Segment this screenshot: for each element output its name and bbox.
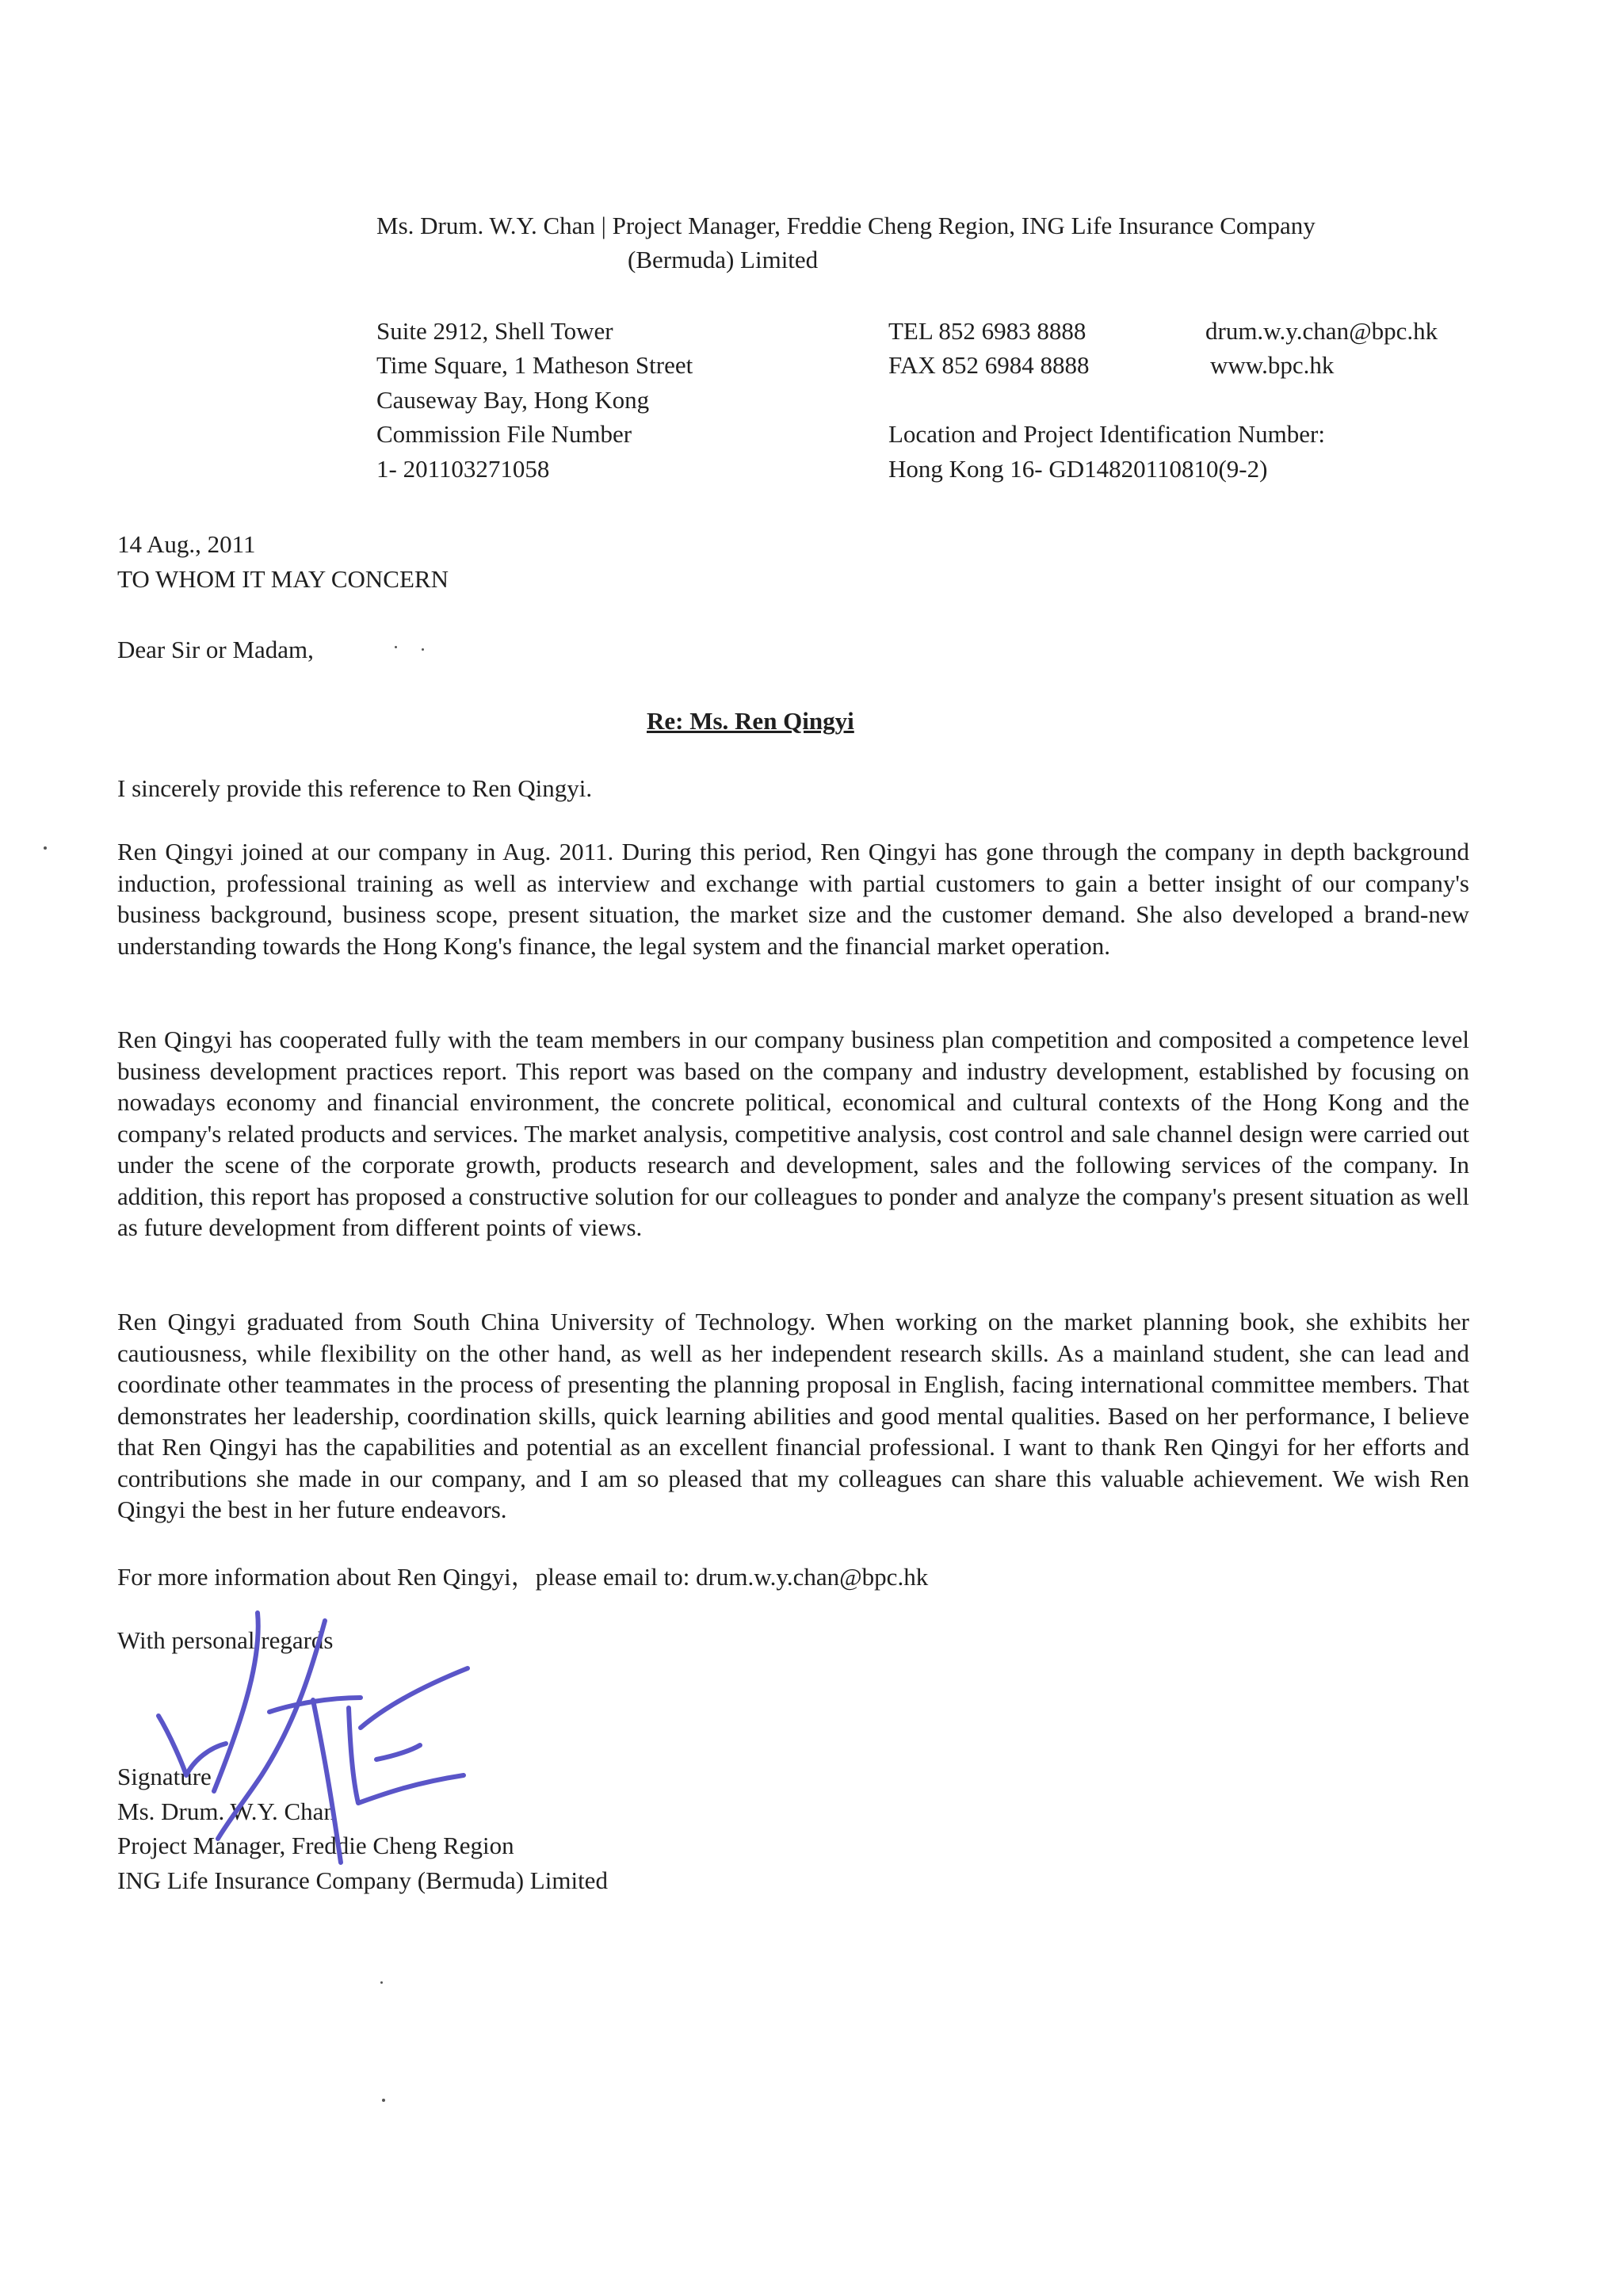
closing: With personal regards: [117, 1626, 334, 1654]
handwritten-signature: [151, 1609, 483, 1870]
contact-paragraph: For more information about Ren Qingyi，please email to: drum.w.y.chan@bpc.hk: [117, 1563, 929, 1591]
letterhead-line-2: (Bermuda) Limited: [628, 246, 819, 273]
signatory-company: ING Life Insurance Company (Bermuda) Limited: [117, 1866, 608, 1894]
signature-label: Signature: [117, 1763, 212, 1790]
scan-speck: [382, 2099, 385, 2102]
contact-website[interactable]: www.bpc.hk: [1210, 351, 1335, 379]
address-line: Commission File Number: [376, 420, 632, 448]
scan-speck: [395, 646, 397, 648]
body-paragraph: Ren Qingyi has cooperated fully with the team members in our company business plan competition and composited a competence level business development practices report. This report was based on the company and industry development, established by focusing on nowadays economy and financial environment, the concrete political, economical and cultural contexts of the Hong Kong and the company's related products and services. The market analysis, competitive analysis, cost control and sale channel design were carried out under the scene of the corporate growth, products research and development, sales and the following services of the company. In addition, this report has proposed a constructive solution for our colleagues to ponder and analyze the company's present situation as well as future development from different points of views.: [117, 1026, 1469, 1241]
letter-date: 14 Aug., 2011: [117, 530, 256, 558]
contact-fax: FAX 852 6984 8888: [888, 351, 1090, 379]
scan-speck: [44, 846, 47, 850]
scan-speck: [422, 648, 424, 651]
address-line: Causeway Bay, Hong Kong: [376, 386, 650, 414]
subject-heading: Re: Ms. Ren Qingyi: [647, 707, 854, 735]
salutation: Dear Sir or Madam,: [117, 636, 314, 663]
address-line: Suite 2912, Shell Tower: [376, 317, 613, 345]
letter-recipient: TO WHOM IT MAY CONCERN: [117, 565, 449, 593]
location-value: Hong Kong 16- GD14820110810(9-2): [888, 455, 1268, 483]
contact-email[interactable]: drum.w.y.chan@bpc.hk: [1205, 317, 1438, 345]
signatory-name: Ms. Drum. W.Y. Chan: [117, 1797, 336, 1825]
address-line: 1- 201103271058: [376, 455, 550, 483]
body-paragraph: Ren Qingyi joined at our company in Aug. 2011. During this period, Ren Qingyi has gone through the company in depth background induction, professional training as well as interview and exchange with partial customers to gain a better insight of our company's business background, business scope, present situation, the market size and the customer demand. She also developed a brand-new understanding towards the Hong Kong's finance, the legal system and the financial market operation.: [117, 838, 1469, 960]
signatory-title: Project Manager, Freddie Cheng Region: [117, 1832, 514, 1859]
body-paragraph: I sincerely provide this reference to Ren Qingyi.: [117, 774, 593, 802]
letterhead-line-1: Ms. Drum. W.Y. Chan | Project Manager, Freddie Cheng Region, ING Life Insurance Company: [376, 212, 1316, 239]
scan-speck: [380, 1981, 383, 1984]
body-paragraph: Ren Qingyi graduated from South China University of Technology. When working on the market planning book, she exhibits her cautiousness, while flexibility on the other hand, as well as her independent research skills. As a mainland student, she can lead and coordinate other teammates in the process of presenting the planning proposal in English, facing international committee members. That demonstrates her leadership, coordination skills, quick learning abilities and good mental qualities. Based on her performance, I believe that Ren Qingyi has the capabilities and potential as an excellent financial professional. I want to thank Ren Qingyi for her efforts and contributions she made in our company, and I am so pleased that my colleagues can share this valuable achievement. We wish Ren Qingyi the best in her future endeavors.: [117, 1308, 1469, 1523]
address-line: Time Square, 1 Matheson Street: [376, 351, 693, 379]
contact-tel: TEL 852 6983 8888: [888, 317, 1086, 345]
location-label: Location and Project Identification Number:: [888, 420, 1325, 448]
